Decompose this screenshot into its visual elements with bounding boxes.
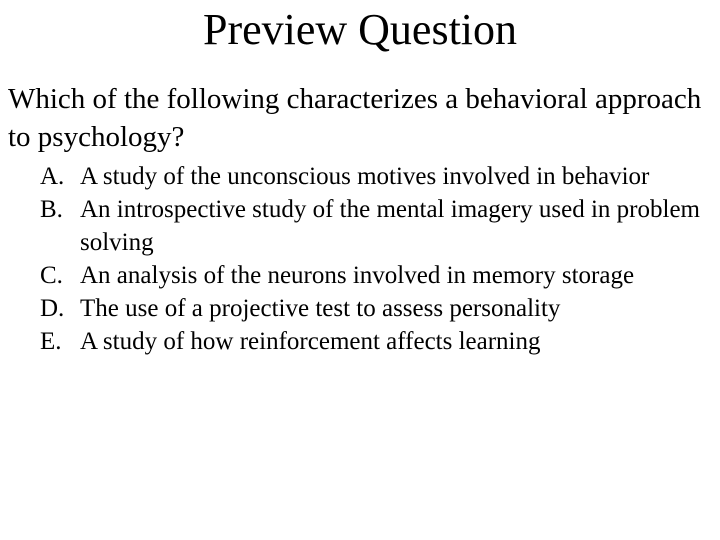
- option-d: [40, 292, 715, 325]
- option-b: [40, 193, 715, 259]
- option-text: The use of a projective test to assess personality: [80, 295, 561, 322]
- option-letter: B.: [40, 196, 63, 223]
- option-letter: E.: [40, 328, 62, 355]
- option-e: [40, 325, 715, 358]
- option-text: An analysis of the neurons involved in memory storage: [80, 262, 635, 289]
- option-letter: C.: [40, 262, 63, 289]
- option-text: A study of how reinforcement affects learning: [80, 328, 541, 355]
- slide-title: Preview Question: [202, 5, 518, 54]
- option-text: A study of the unconscious motives involved in behavior: [80, 163, 650, 190]
- option-text: An introspective study of the mental imagery used in problem solving: [80, 196, 700, 256]
- option-letter: D.: [40, 295, 65, 322]
- question-text: Which of the following characterizes a behavioral approach to psychology?: [8, 83, 702, 153]
- option-letter: A.: [40, 163, 65, 190]
- answer-options-list: [40, 160, 715, 358]
- option-c: [40, 259, 715, 292]
- option-a: [40, 160, 715, 193]
